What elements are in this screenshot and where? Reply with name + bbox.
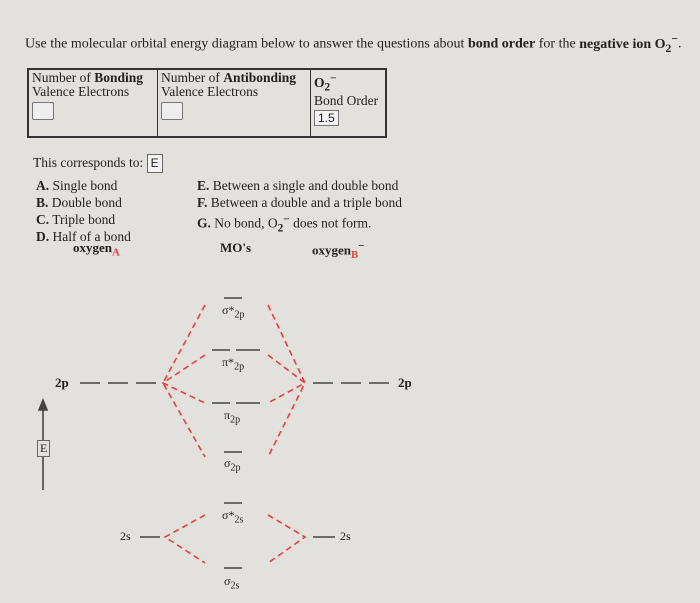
left-2p-label: 2p [55,375,69,390]
energy-label: E [37,440,50,457]
mo-label-sigma-2p: $\sigma_{2p}$ [224,456,241,474]
question-text: Use the molecular orbital energy diagram below to answer the questions about bond order for the negative ion $O_2^-$. [25,32,682,55]
right-2p-label: 2p [398,375,412,390]
mo-label-sigma-star-2p: $\sigma*_{2p}$ [222,303,245,321]
option-c: C. Triple bond [36,212,116,227]
bond-order-input[interactable]: 1.5 [314,110,339,126]
antibonding-cell: Number of Antibonding Valence Electrons [158,69,311,137]
option-a: A. Single bond [36,178,118,193]
option-b: B. Double bond [36,195,122,210]
mo-label-sigma-2s: $\sigma_{2s}$ [224,574,240,592]
right-atom-label: oxygen$_B$− [312,240,365,261]
corresponds-row: This corresponds to: E [33,154,163,173]
option-e: E. Between a single and double bond [197,178,399,193]
mo-header: MO's [220,240,252,255]
energy-arrow-head [39,400,47,410]
mo-label-pi-2p: $\pi_{2p}$ [224,408,241,426]
bonding-cell: Number of Bonding Valence Electrons [28,69,158,137]
option-g: G. No bond, $O_2^-$ does not form. [197,213,372,235]
bond-order-cell: $O_2^-$ Bond Order 1.5 [311,69,387,137]
mo-label-pi-star-2p: $\pi*_{2p}$ [222,355,245,373]
left-2s-label: 2s [120,529,131,543]
option-f: F. Between a double and a triple bond [197,195,402,210]
right-2s-label: 2s [340,529,351,543]
left-atom-label: oxygen$_A$ [73,240,120,259]
corresponds-input[interactable]: E [147,154,163,173]
option-d: D. Half of a bond [36,229,131,244]
mo-label-sigma-star-2s: $\sigma*_{2s}$ [222,508,244,526]
